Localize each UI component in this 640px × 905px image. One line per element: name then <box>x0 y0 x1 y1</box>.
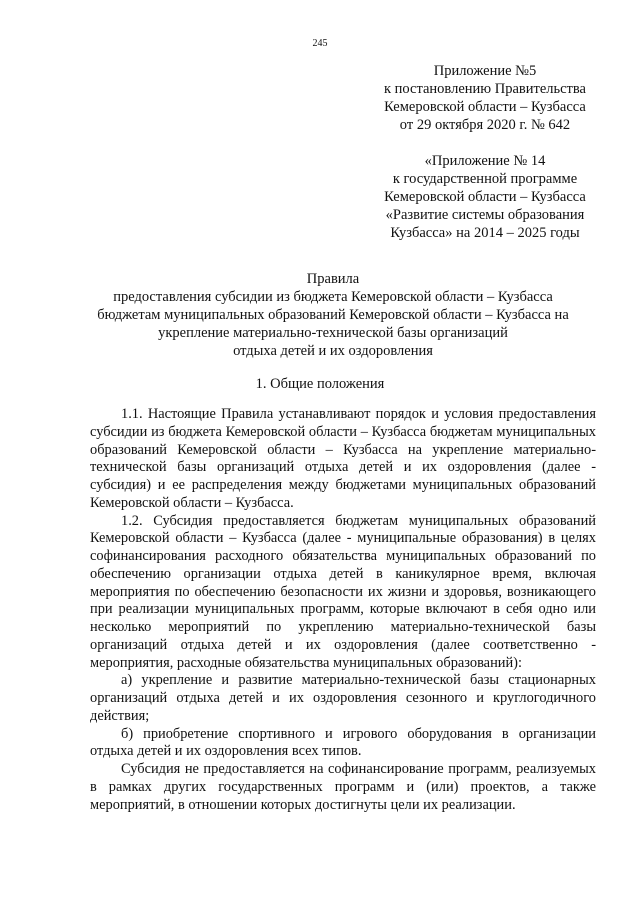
title-line: отдыха детей и их оздоровления <box>233 343 433 359</box>
appendix-14-header <box>360 152 610 242</box>
paragraph-exclusion: Субсидия не предоставляется на софинансирование программ, реализуемых в рамках других государственных программ и (или) проектов, а также мероприятий, в отношении которых достигнуты цели их реализации. <box>90 761 596 813</box>
appendix-5-line: к постановлению Правительства <box>384 81 586 97</box>
appendix-14-line: «Приложение № 14 <box>424 153 546 169</box>
title-line: предоставления субсидии из бюджета Кемеровской области – Кузбасса <box>113 289 553 305</box>
paragraph-1-2: 1.2. Субсидия предоставляется бюджетам муниципальных образований Кемеровской области – Кузбасса (далее - муниципальные образования) в целях софинансирования расходного обязательства муниципальных образований по обеспечению организации отдыха детей в каникулярное время, включая мероприятия по обеспечению безопасности их жизни и здоровья, возникающего при реализации муниципальных программ, которые включают в себя одно или несколько мероприятий по укреплению материально-технической базы организаций отдыха детей и их оздоровления (далее соответственно - мероприятия, расходные обязательства муниципальных образований): <box>90 512 596 671</box>
body-text <box>90 406 596 814</box>
appendix-5-line: Кемеровской области – Кузбасса <box>384 99 586 115</box>
paragraph-1-1: 1.1. Настоящие Правила устанавливают порядок и условия предоставления субсидии из бюджета Кемеровской области – Кузбасса бюджетам муниципальных образований Кемеровской области – Кузбасса на укрепление материально-технической базы организаций отдыха детей и их оздоровления (далее - субсидия) и ее распределения между бюджетами муниципальных образований Кемеровской области – Кузбасса. <box>90 406 596 511</box>
page-number: 245 <box>312 38 328 49</box>
list-item-a: а) укрепление и развитие материально-технической базы стационарных организаций отдыха детей и их оздоровления сезонного и круглогодичного действия; <box>90 672 596 724</box>
appendix-14-line: Кузбасса» на 2014 – 2025 годы <box>390 225 580 241</box>
appendix-14-line: к государственной программе <box>392 171 578 187</box>
appendix-5-line: Приложение №5 <box>433 63 537 79</box>
title-line: укрепление материально-технической базы организаций <box>158 325 508 341</box>
section-heading: 1. Общие положения <box>255 376 385 392</box>
title-line: бюджетам муниципальных образований Кемеровской области – Кузбасса на <box>97 307 569 323</box>
appendix-14-line: Кемеровской области – Кузбасса <box>384 189 586 205</box>
appendix-5-header <box>360 62 610 134</box>
list-item-b: б) приобретение спортивного и игрового оборудования в организации отдыха детей и их оздоровления всех типов. <box>90 725 596 760</box>
appendix-5-line: от 29 октября 2020 г. № 642 <box>399 117 571 133</box>
appendix-14-line: «Развитие системы образования <box>385 207 585 223</box>
document-title <box>70 270 596 360</box>
title-line: Правила <box>306 271 360 287</box>
